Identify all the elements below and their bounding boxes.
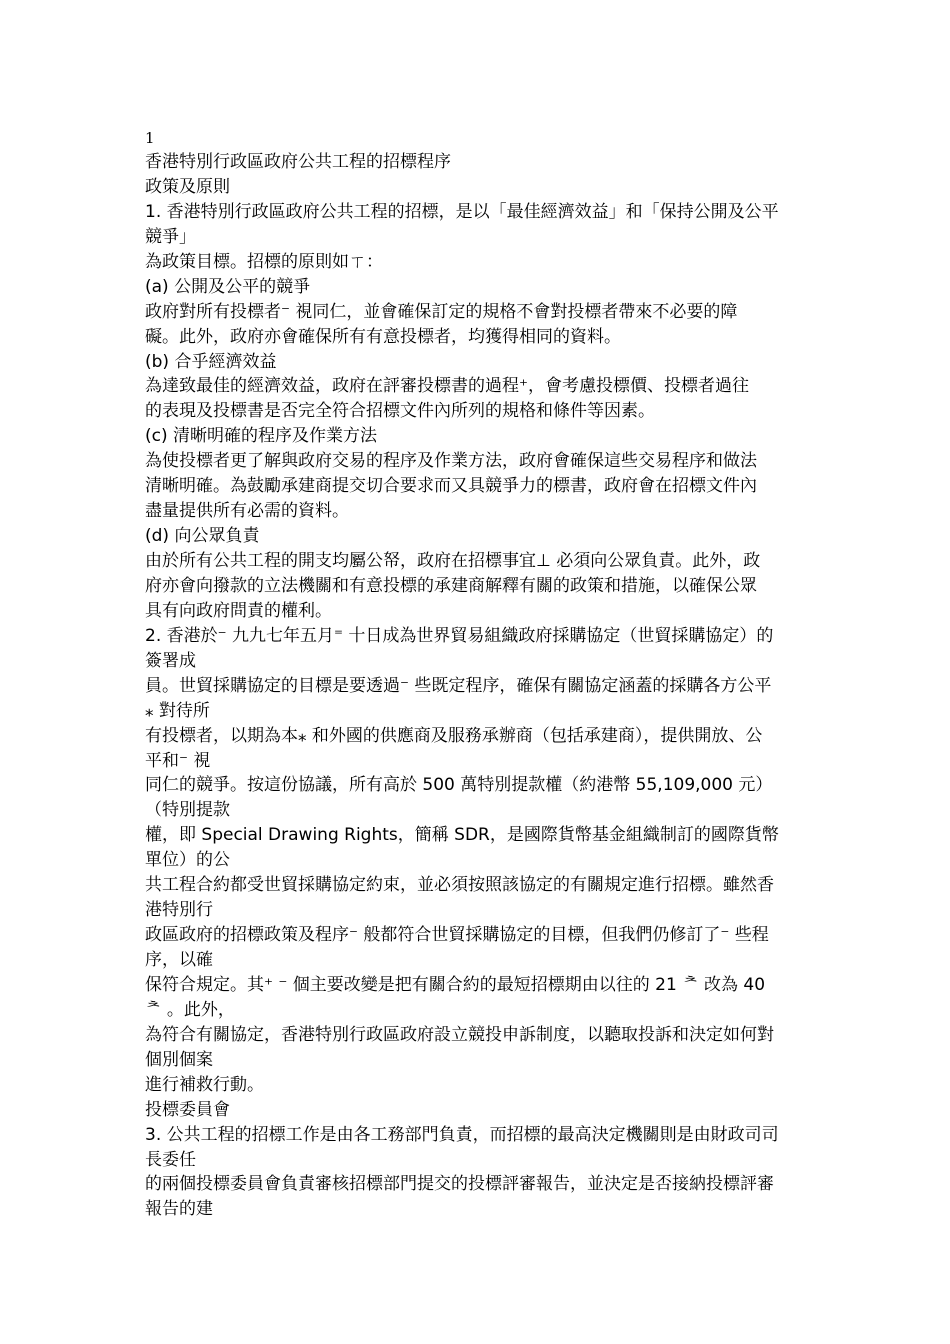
paragraph-1-line: 競爭」 xyxy=(145,226,196,247)
paragraph-2-line: 個別個案 xyxy=(145,1049,213,1070)
paragraph-2-line: （特別提款 xyxy=(145,800,230,821)
subsection-d-line: 府亦會向撥款的立法機關和有意投標的承建商解釋有關的政策和措施，以確保公眾 xyxy=(145,575,757,596)
subsection-a-line: 政府對所有投標者⁻ 視同仁，並會確保訂定的規格不會對投標者帶來不必要的障 xyxy=(145,301,738,322)
subheading-d: (d) 向公眾負責 xyxy=(145,526,260,547)
paragraph-2-line: 序，以確 xyxy=(145,950,213,970)
subsection-c-line: 為使投標者更了解與政府交易的程序及作業方法，政府會確保這些交易程序和做法 xyxy=(145,451,757,472)
paragraph-3-line: 長委任 xyxy=(145,1149,196,1170)
paragraph-2-line: 政區政府的招標政策及程序⁻ 般都符合世貿採購協定的目標，但我們仍修訂了⁻ 些程 xyxy=(145,925,769,946)
paragraph-2-line: 港特別行 xyxy=(145,900,213,921)
paragraph-3-line: 報告的建 xyxy=(145,1199,213,1220)
paragraph-2-line: 共工程合約都受世貿採購協定約束，並必須按照該協定的有關規定進行招標。雖然香 xyxy=(145,875,774,896)
paragraph-3-line: 的兩個投標委員會負責審核招標部門提交的投標評審報告，並決定是否接納投標評審 xyxy=(145,1174,774,1195)
page-number: 1 xyxy=(145,129,155,147)
subsection-a-line: 礙。此外，政府亦會確保所有有意投標者，均獲得相同的資料。 xyxy=(145,326,621,347)
document-body xyxy=(145,150,825,1222)
paragraph-2-line: 平和⁻ 視 xyxy=(145,750,211,771)
paragraph-3-line: 3. 公共工程的招標工作是由各工務部門負責，而招標的最高決定機關則是由財政司司 xyxy=(145,1124,779,1145)
paragraph-2-line: 有投標者，以期為本⁎ 和外國的供應商及服務承辦商（包括承建商），提供開放、公 xyxy=(145,725,763,746)
document-title: 香港特別行政區政府公共工程的招標程序 xyxy=(145,152,451,172)
subsection-c-line: 清晰明確。為鼓勵承建商提交切合要求而又具競爭力的標書，政府會在招標文件內 xyxy=(145,476,757,497)
paragraph-2-line: 保符合規定。其⁺ ⁻ 個主要改變是把有關合約的最短招標期由以往的 21 ᄎ 改為 40 xyxy=(145,974,766,995)
section-heading-policy: 政策及原則 xyxy=(145,176,230,197)
paragraph-2-line: 為符合有關協定，香港特別行政區政府設立競投申訴制度，以聽取投訴和決定如何對 xyxy=(145,1024,774,1045)
subheading-c: (c) 清晰明確的程序及作業方法 xyxy=(145,426,378,447)
paragraph-2-line: ᄎ 。此外， xyxy=(145,999,235,1020)
paragraph-1-line: 為政策目標。招標的原則如ㄒ： xyxy=(145,251,383,272)
paragraph-2-line: 單位）的公 xyxy=(145,850,230,871)
subsection-b-line: 的表現及投標書是否完全符合招標文件內所列的規格和條件等因素。 xyxy=(145,401,655,422)
paragraph-2-line: 同仁的競爭。按這份協議，所有高於 500 萬特別提款權（約港幣 55,109,000 元） xyxy=(145,775,773,796)
subsection-d-line: 具有向政府問責的權利。 xyxy=(145,600,332,621)
subsection-c-line: 盡量提供所有必需的資料。 xyxy=(145,501,349,522)
subsection-d-line: 由於所有公共工程的開支均屬公帑，政府在招標事宜⊥ 必須向公眾負責。此外，政 xyxy=(145,551,761,571)
paragraph-2-line: 進行補救行動。 xyxy=(145,1074,264,1095)
paragraph-2-line: 員。世貿採購協定的目標是要透過⁻ 些既定程序，確保有關協定涵蓋的採購各方公平 xyxy=(145,675,772,696)
paragraph-2-line: 2. 香港於⁻ 九九七年五月⁼ 十日成為世界貿易組織政府採購協定（世貿採購協定）的 xyxy=(145,625,774,646)
subsection-b-line: 為達致最佳的經濟效益，政府在評審投標書的過程⁺，會考慮投標價、投標者過往 xyxy=(145,376,749,397)
paragraph-1-line: 1. 香港特別行政區政府公共工程的招標，是以「最佳經濟效益」和「保持公開及公平 xyxy=(145,201,779,222)
paragraph-2-line: ⁎ 對待所 xyxy=(145,700,210,721)
paragraph-2-line: 權，即 Special Drawing Rights，簡稱 SDR，是國際貨幣基金組織制訂的國際貨幣 xyxy=(145,825,779,846)
paragraph-2-line: 簽署成 xyxy=(145,650,196,671)
subheading-a: (a) 公開及公平的競爭 xyxy=(145,276,311,297)
subheading-b: (b) 合乎經濟效益 xyxy=(145,351,277,372)
section-heading-tender-board: 投標委員會 xyxy=(145,1099,230,1120)
